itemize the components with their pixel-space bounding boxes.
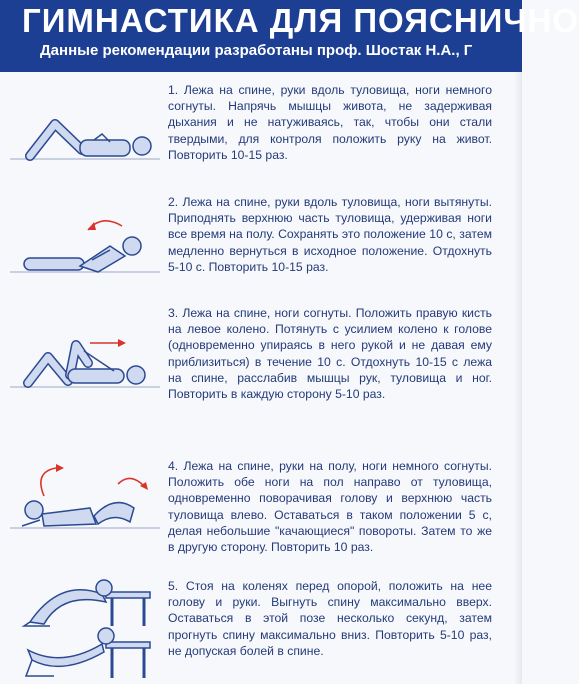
exercise-4-text: 4. Лежа на спине, руки на полу, ноги немного согнуты. Положить обе ноги на пол направо от туловища, одновременно поворачивая голову и верхнюю часть туловища влево. Оставаться в таком положении 5 с, делая небольшие "качающиеся" повороты. Затем то же в другую сторону. Повторить 10 раз. <box>168 459 492 555</box>
exercise-2-illustration <box>10 206 160 278</box>
exercise-3-text: 3. Лежа на спине, ноги согнуты. Положить правую кисть на левое колено. Потянуть с усилием колено к голове (одновременно упираясь в него рукой и не давая ему приблизиться) в течение 10 с. Отдохнуть 10-15 с лежа на спине, расслабив мышцы рук, туловища и ног. Повторить в каждую сторону 5-10 раз. <box>168 306 492 402</box>
page-edge-shadow <box>514 72 522 684</box>
page-subtitle: Данные рекомендации разработаны проф. Шостак Н.А., Г <box>40 42 473 59</box>
exercise-1-illustration <box>10 104 160 164</box>
page-title: ГИМНАСТИКА ДЛЯ ПОЯСНИЧНО <box>22 2 579 39</box>
exercise-4-illustration <box>10 462 160 534</box>
header-banner <box>0 0 579 72</box>
exercise-3-illustration <box>10 319 160 393</box>
exercise-5-text: 5. Стоя на коленях перед опорой, положить на нее голову и руки. Выгнуть спину максимально вверх. Оставаться в этой позе несколько секунд, затем прогнуть спину максимально вниз. Повторить 5-10 раз, не допуская болей в спине. <box>168 579 492 658</box>
exercise-5-illustration <box>10 572 160 684</box>
exercise-2-text: 2. Лежа на спине, руки вдоль туловища, ноги вытянуты. Приподнять верхнюю часть туловища, удерживая ноги все время на полу. Сохранять это положение 10 с, затем медленно вернуться в исходное положение. Отдохнуть 5-10 с. Повторить 10-15 раз. <box>168 195 492 274</box>
exercise-1-text: 1. Лежа на спине, руки вдоль туловища, ноги немного согнуты. Напрячь мышцы живота, не задерживая дыхания и не натуживаясь, так, чтобы они стали твердыми, для контроля положить руку на живот. Повторить 10-15 раз. <box>168 83 492 162</box>
